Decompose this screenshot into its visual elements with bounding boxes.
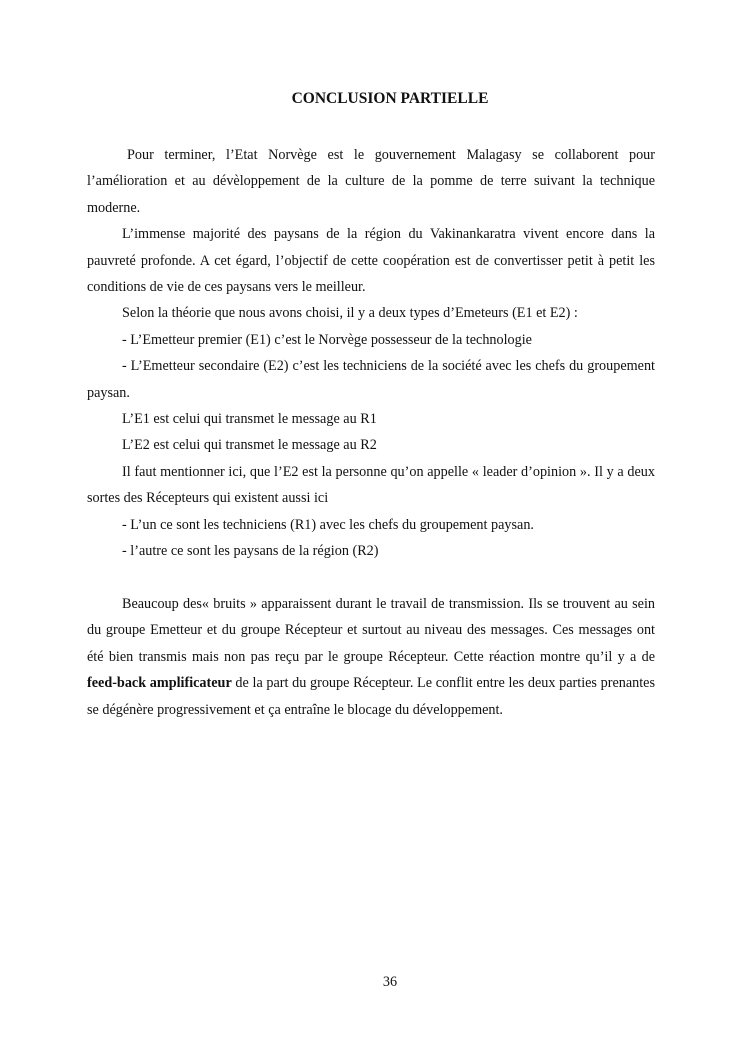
paragraph-leader-opinion: Il faut mentionner ici, que l’E2 est la personne qu’on appelle « leader d’opinion ». Il y a deux sortes des Récepteurs qui existent aussi ici (87, 463, 655, 507)
list-item-emitter-e1: - L’Emetteur premier (E1) c’est le Norvège possesseur de la technologie (122, 331, 532, 348)
page-number: 36 (382, 974, 398, 990)
paragraph-noise-feedback (87, 591, 655, 723)
paragraph-spacer (87, 565, 655, 591)
list-item-emitter-e2: - L’Emetteur secondaire (E2) c’est les techniciens de la société avec les chefs du groupement paysan. (87, 358, 655, 401)
paragraph-e1-transmits: L’E1 est celui qui transmet le message au R1 (122, 411, 377, 428)
page-title: CONCLUSION PARTIELLE (291, 90, 489, 107)
paragraph-conclusion-intro: Pour terminer, l’Etat Norvège est le gouvernement Malagasy se collaborent pour l’amélioration et au dévèloppement de la culture de la pomme de terre suivant la technique moderne. (87, 147, 655, 216)
noise-text-after: de la part du groupe Récepteur. Le conflit entre les deux parties prenantes se dégénère progressivement et ça entraîne le blocage du développement. (87, 675, 655, 718)
paragraph-poverty: L’immense majorité des paysans de la région du Vakinankaratra vivent encore dans la pauvreté profonde. A cet égard, l’objectif de cette coopération est de convertisser petit à petit les conditions de vie de ces paysans vers le meilleur. (87, 226, 655, 296)
document-body (87, 142, 655, 723)
list-item-receiver-r1: - L’un ce sont les techniciens (R1) avec les chefs du groupement paysan. (122, 516, 534, 533)
noise-text-before: Beaucoup des« bruits » apparaissent durant le travail de transmission. Ils se trouvent au sein du groupe Emetteur et du groupe Récepteur et surtout au niveau des messages. Ces messages ont été bien transmis mais non pas reçu par le groupe Récepteur. Cette réaction montre qu’il y a de (87, 595, 655, 665)
feedback-term: feed-back amplificateur (87, 675, 232, 692)
paragraph-theory: Selon la théorie que nous avons choisi, il y a deux types d’Emeteurs (E1 et E2) : (122, 305, 578, 322)
paragraph-e2-transmits: L’E2 est celui qui transmet le message au R2 (122, 437, 377, 454)
list-item-receiver-r2: - l’autre ce sont les paysans de la région (R2) (122, 543, 379, 560)
